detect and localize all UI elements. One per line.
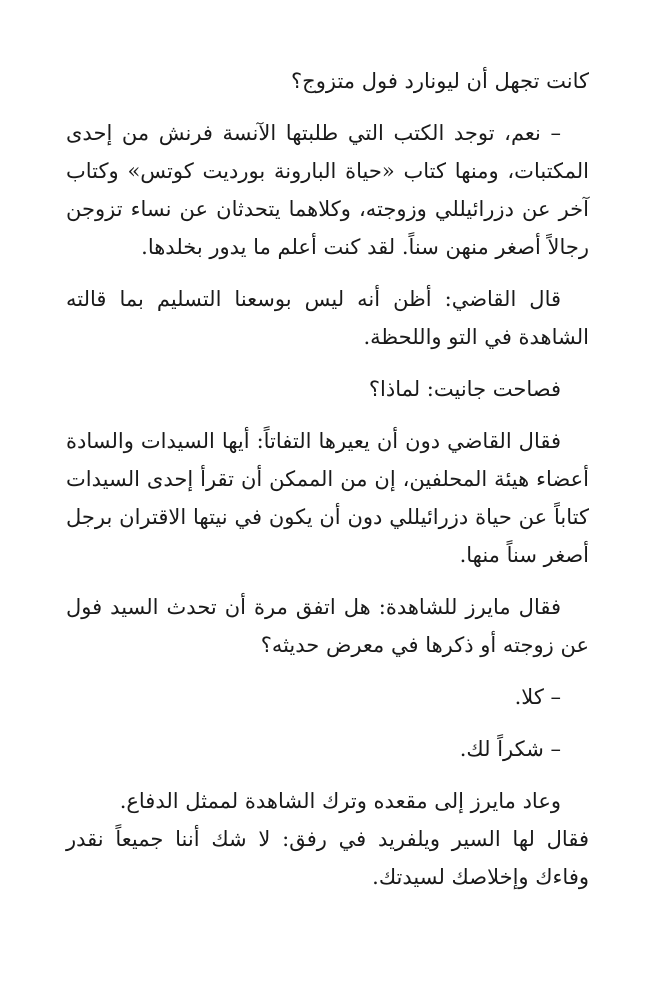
paragraph-4: فصاحت جانيت: لماذا؟ — [368, 377, 561, 401]
paragraph-10: فقال لها السير ويلفريد في رفق: لا شك أننا جميعاً نقدر وفاءك وإخلاصك لسيدتك. — [66, 827, 589, 889]
paragraph-2: – نعم، توجد الكتب التي طلبتها الآنسة فرنش من إحدى المكتبات، ومنها كتاب «حياة البارونة بورديت كوتس» وكتاب آخر عن دزرائيللي وزوجته، وكلاهما يتحدثان عن نساء تزوجن رجالاً أصغر منهن سناً. لقد كنت أعلم ما يدور بخلدها. — [66, 121, 589, 259]
paragraph-3: قال القاضي: أظن أنه ليس بوسعنا التسليم بما قالته الشاهدة في التو واللحظة. — [66, 287, 589, 349]
paragraph-8: – شكراً لك. — [459, 737, 561, 761]
paragraph-6: فقال مايرز للشاهدة: هل اتفق مرة أن تحدث السيد فول عن زوجته أو ذكرها في معرض حديثه؟ — [66, 595, 589, 657]
paragraph-1: كانت تجهل أن ليونارد فول متزوج؟ — [291, 69, 589, 93]
paragraph-9: وعاد مايرز إلى مقعده وترك الشاهدة لممثل الدفاع. — [119, 789, 561, 813]
paragraph-7: – كلا. — [514, 685, 561, 709]
paragraph-5: فقال القاضي دون أن يعيرها التفاتاً: أيها السيدات والسادة أعضاء هيئة المحلفين، إن من الممكن أن تقرأ إحدى السيدات كتاباً عن حياة دزرائيللي دون أن يكون في نيتها الاقتران برجل أصغر سناً منها. — [66, 429, 590, 567]
